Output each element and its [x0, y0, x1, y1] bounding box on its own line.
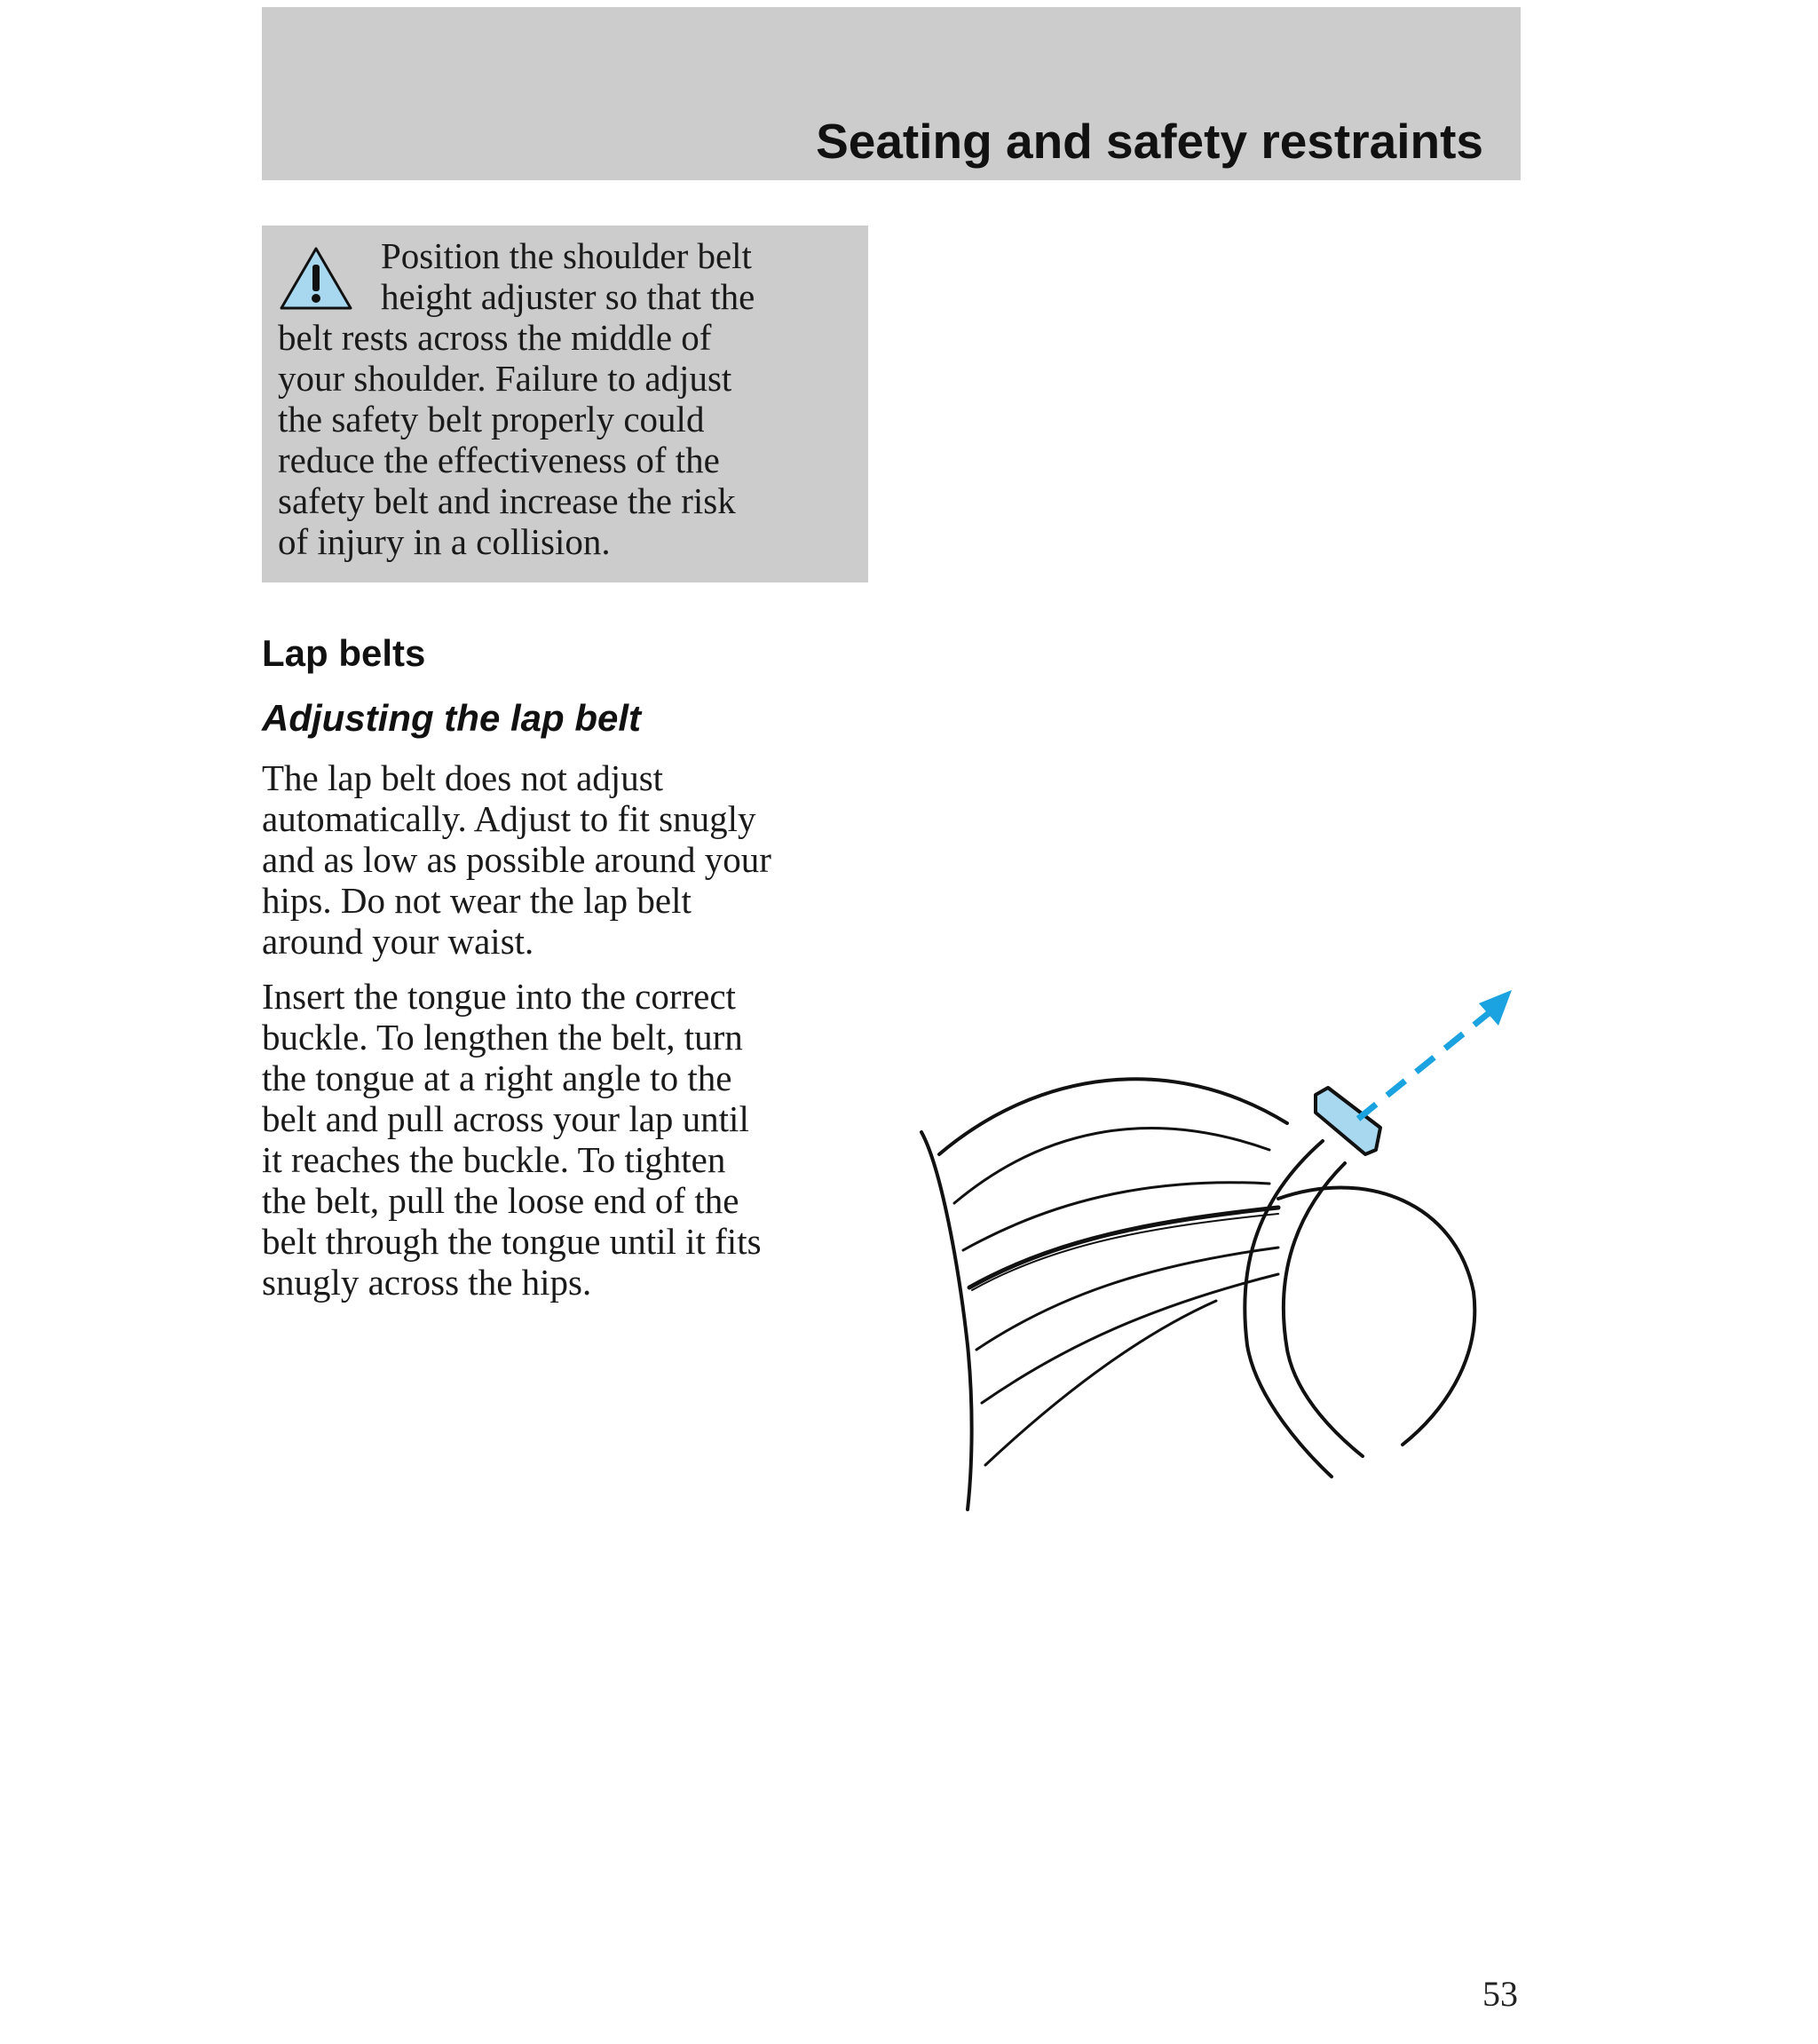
- warning-line-6: reduce the effectiveness of the: [278, 440, 720, 480]
- paragraph-1-line: The lap belt does not adjust: [262, 757, 664, 798]
- warning-triangle-icon: [278, 245, 354, 313]
- paragraph-2-line: Insert the tongue into the correct: [262, 976, 736, 1017]
- paragraph-1-line: automatically. Adjust to fit snugly: [262, 798, 756, 839]
- paragraph-2-line: buckle. To lengthen the belt, turn: [262, 1017, 743, 1058]
- paragraph-2-line: snugly across the hips.: [262, 1262, 592, 1303]
- lap-belt-illustration: [905, 972, 1545, 1532]
- paragraph-2-line: the belt, pull the loose end of the: [262, 1180, 739, 1221]
- warning-line-7: safety belt and increase the risk: [278, 480, 736, 521]
- warning-line-5: the safety belt properly could: [278, 399, 705, 440]
- paragraph-1-line: and as low as possible around your: [262, 839, 771, 880]
- paragraph-2-line: belt and pull across your lap until: [262, 1098, 749, 1139]
- paragraph-1: [262, 757, 901, 962]
- paragraph-2-line: the tongue at a right angle to the: [262, 1058, 732, 1098]
- warning-line-4: your shoulder. Failure to adjust: [278, 358, 732, 399]
- warning-line-1: Position the shoulder belt: [381, 235, 752, 276]
- paragraph-2-line: belt through the tongue until it fits: [262, 1221, 762, 1262]
- paragraph-2: [262, 976, 901, 1303]
- page-header: [262, 7, 1521, 180]
- paragraph-1-line: around your waist.: [262, 921, 534, 962]
- warning-line-8: of injury in a collision.: [278, 521, 611, 562]
- paragraph-1-line: hips. Do not wear the lap belt: [262, 880, 692, 921]
- page-header-title: Seating and safety restraints: [816, 114, 1483, 169]
- section-heading: Lap belts: [262, 632, 426, 674]
- section-subheading: Adjusting the lap belt: [262, 697, 641, 739]
- page-number: 53: [1482, 1974, 1518, 2014]
- warning-line-2: height adjuster so that the: [381, 276, 755, 317]
- warning-box: [262, 226, 868, 582]
- warning-line-3: belt rests across the middle of: [278, 317, 712, 358]
- paragraph-2-line: it reaches the buckle. To tighten: [262, 1139, 726, 1180]
